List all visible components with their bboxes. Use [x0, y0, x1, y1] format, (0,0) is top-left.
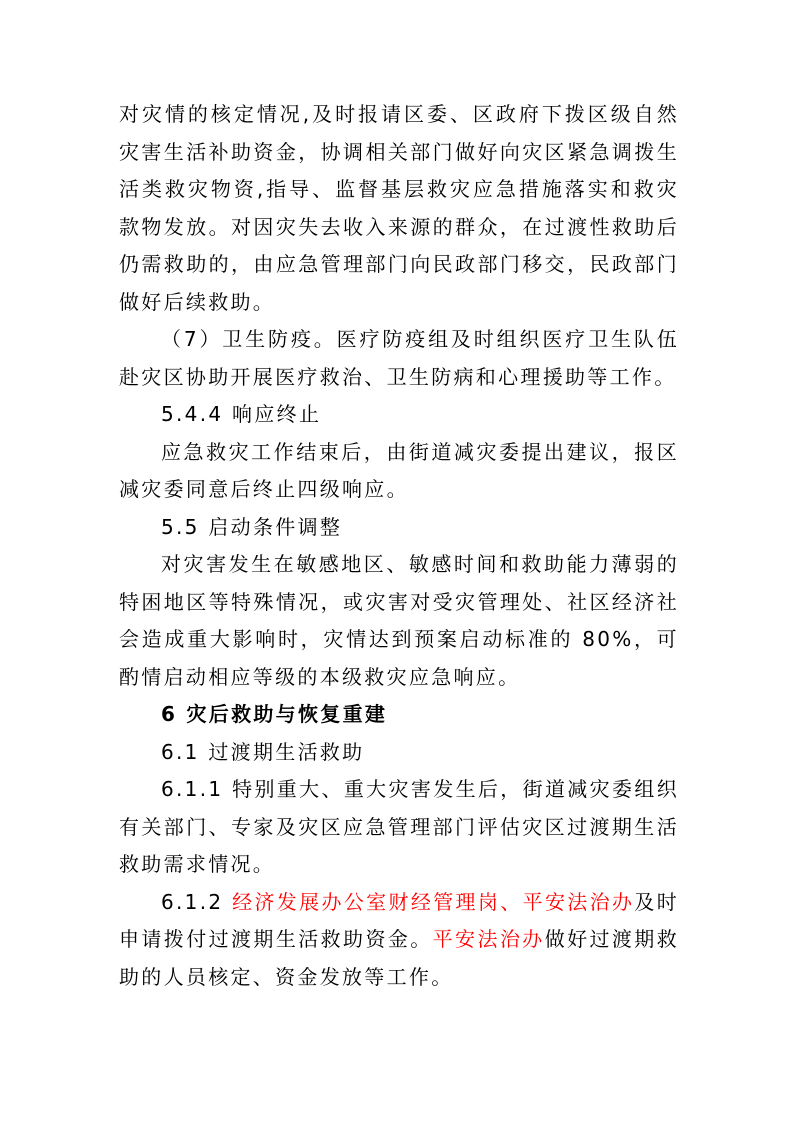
- highlight-safety-law-office-2: 平安法治办: [432, 927, 545, 951]
- funding-text: 及时申请拨付过渡期生活救助资金。: [119, 889, 679, 951]
- paragraph-response-termination: 应急救灾工作结束后，由街道减灾委提出建议，报区减灾委同意后终止四级响应。: [119, 439, 679, 501]
- clause-number: 6.1.2: [161, 889, 233, 914]
- heading-post-disaster-relief: 6 灾后救助与恢复重建: [161, 702, 388, 726]
- paragraph-disaster-verification: 对灾情的核定情况,及时报请区委、区政府下拨区级自然灾害生活补助资金，协调相关部门做好向灾区紧急调拨生活类救灾物资,指导、监督基层救灾应急措施落实和救灾款物发放。对因灾失去收入来源的群众，在过渡性救助后仍需救助的，由应急管理部门向民政部门移交，民政部门做好后续救助。: [119, 102, 679, 314]
- verification-text: 做好过渡期救助的人员核定、资金发放等工作。: [119, 927, 680, 989]
- paragraph-relief-funding: [119, 884, 679, 997]
- heading-response-termination: 5.4.4 响应终止: [161, 402, 322, 426]
- paragraph-health-epidemic-prevention: （7）卫生防疫。医疗防疫组及时组织医疗卫生队伍赴灾区协助开展医疗救治、卫生防病和心理援助等工作。: [119, 327, 679, 389]
- paragraph-activation-adjustment: 对灾害发生在敏感地区、敏感时间和救助能力薄弱的特困地区等特殊情况，或灾害对受灾管理处、社区经济社会造成重大影响时，灾情达到预案启动标准的 80%，可酌情启动相应等级的本级救灾应急响应。: [119, 552, 679, 689]
- paragraph-relief-assessment: 6.1.1 特别重大、重大灾害发生后，街道减灾委组织有关部门、专家及灾区应急管理部门评估灾区过渡期生活救助需求情况。: [119, 777, 679, 876]
- highlight-separator: 、: [500, 889, 523, 914]
- highlight-safety-law-office: 平安法治办: [522, 889, 635, 914]
- heading-transition-relief: 6.1 过渡期生活救助: [161, 739, 365, 764]
- document-body: [119, 96, 679, 996]
- highlight-economic-office: 经济发展办公室财经管理岗: [232, 889, 501, 914]
- heading-activation-adjustment: 5.5 启动条件调整: [161, 514, 343, 539]
